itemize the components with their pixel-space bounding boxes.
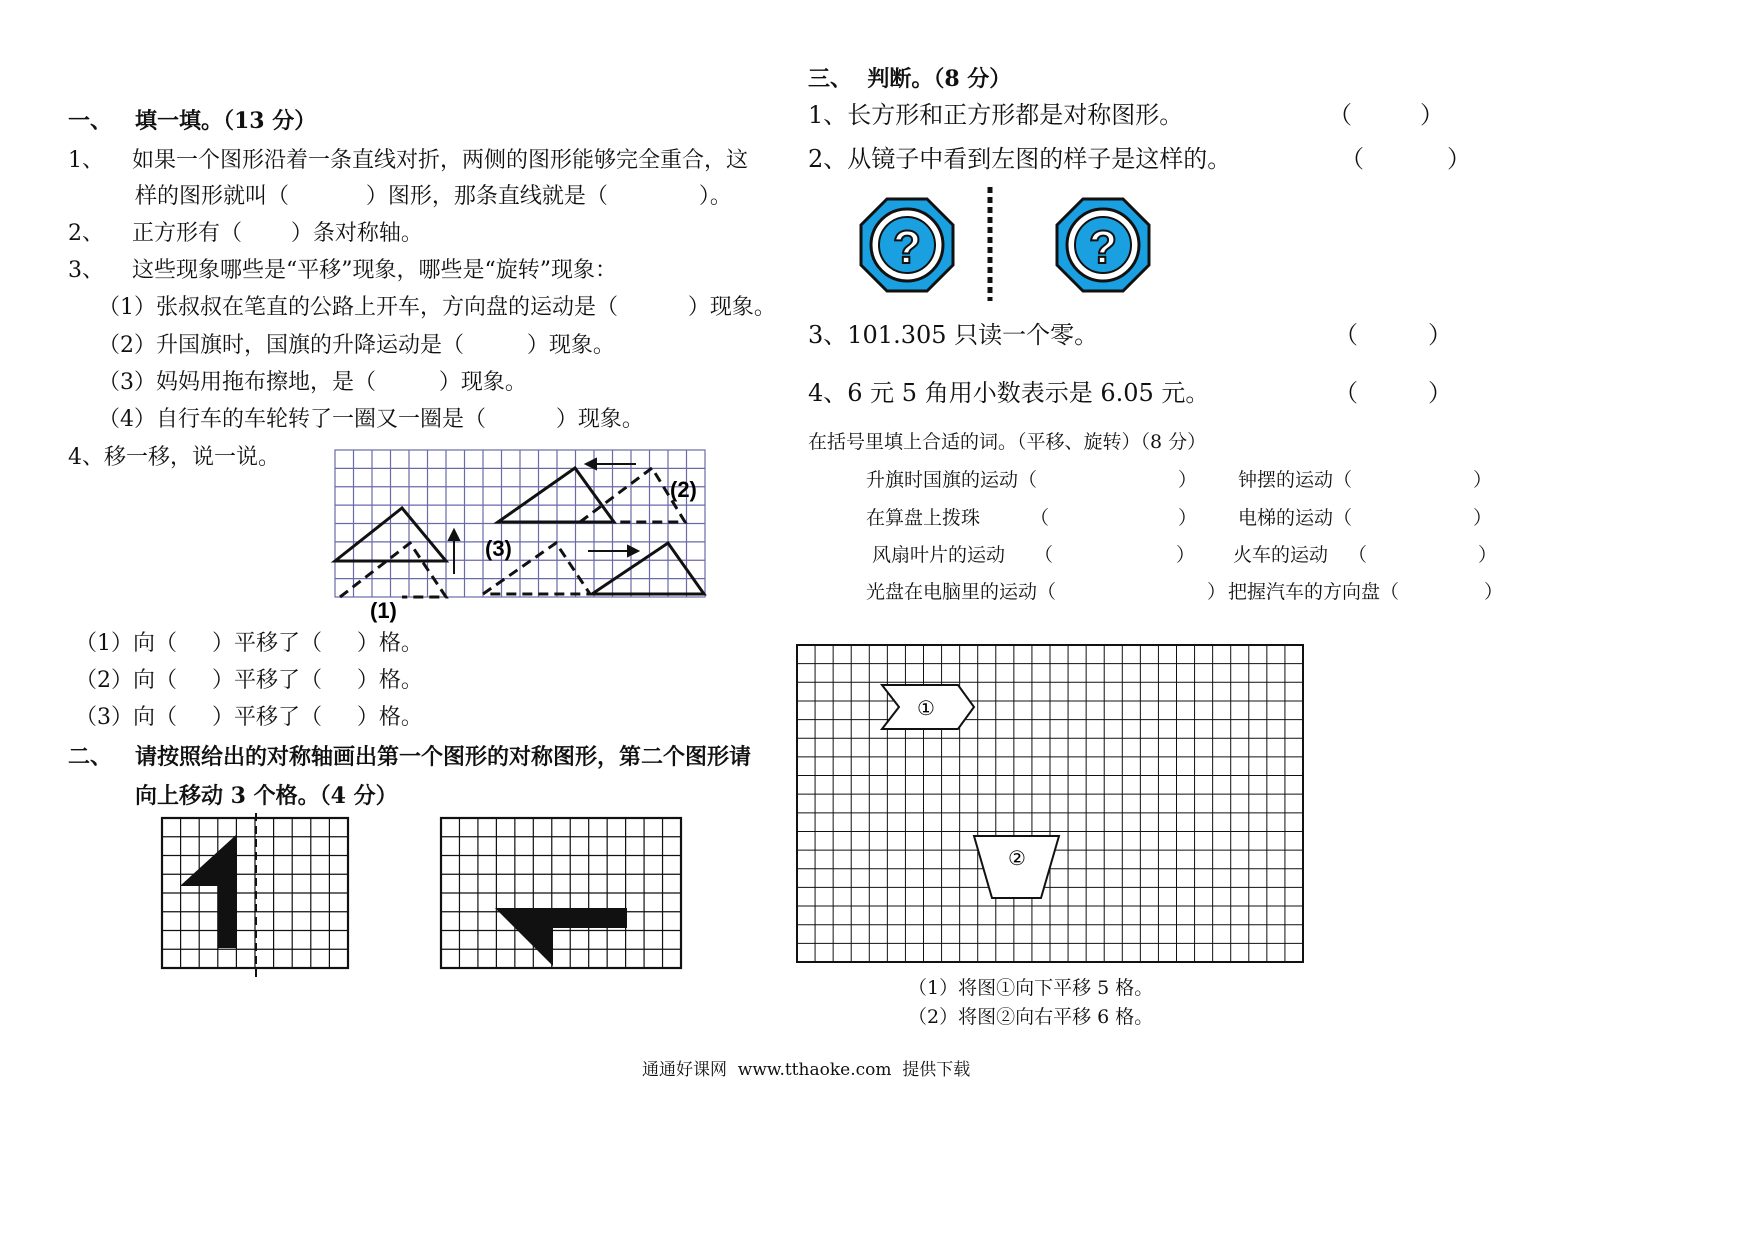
judge-3-open-paren: （: [1334, 321, 1358, 349]
question-mark-octagon-icon: [861, 199, 953, 291]
move-up-grid: [437, 813, 689, 975]
fill-item-3-open: （: [1030, 507, 1050, 529]
question-1-line1: 1、 如果一个图形沿着一条直线对折，两侧的图形能够完全重合，这: [68, 148, 748, 173]
fill-item-6-open: （: [1348, 544, 1368, 566]
section2-line2: 向上移动 3 个格。（4 分）: [135, 783, 398, 809]
fill-item-3-close: ）: [1178, 507, 1198, 529]
judge-4: 4、6 元 5 角用小数表示是 6.05 元。: [808, 379, 1210, 407]
judge-1-close-paren: ）: [1420, 101, 1444, 129]
question-3-item-4: （4）自行车的车轮转了一圈又一圈是（ ）现象。: [98, 407, 644, 432]
question-4-item-2: （2）向（ ）平移了（ ）格。: [75, 668, 423, 693]
fill-heading: 在括号里填上合适的词。（平移、旋转）（8 分）: [808, 431, 1207, 453]
section2-line1: 二、 请按照给出的对称轴画出第一个图形的对称图形，第二个图形请: [68, 744, 751, 770]
fill-item-1-close: ）: [1178, 469, 1198, 491]
question-4-item-3: （3）向（ ）平移了（ ）格。: [75, 705, 423, 730]
shape-2-label: ②: [1008, 846, 1026, 870]
question-mark-octagon-icon: [1057, 199, 1149, 291]
fill-item-4-close: ）: [1473, 507, 1493, 529]
figure-label-1: (1): [370, 598, 397, 623]
question-3-item-1: （1）张叔叔在笔直的公路上开车，方向盘的运动是（ ）现象。: [98, 295, 776, 320]
triangle-solid-top: [498, 468, 614, 522]
fill-item-2-close: ）: [1473, 469, 1493, 491]
fill-item-5: 风扇叶片的运动: [872, 544, 1006, 566]
fill-item-1: 升旗时国旗的运动（: [866, 469, 1038, 491]
judge-2-open-paren: （: [1340, 145, 1364, 173]
mirror-figure: [855, 185, 1165, 303]
judge-3-close-paren: ）: [1428, 321, 1452, 349]
judge-4-open-paren: （: [1334, 379, 1358, 407]
fill-item-2: 钟摆的运动（: [1238, 469, 1353, 491]
triangle-dashed-left: [340, 543, 446, 597]
fill-item-7-close: ）: [1207, 581, 1227, 603]
question-1-line2: 样的图形就叫（ ）图形，那条直线就是（ ）。: [135, 184, 732, 209]
fill-item-4: 电梯的运动（: [1238, 507, 1353, 529]
fill-item-7: 光盘在电脑里的运动（: [866, 581, 1057, 603]
translation-big-grid: [794, 642, 1308, 966]
figure-label-2: (2): [670, 477, 697, 502]
question-4: 4、移一移，说一说。: [68, 445, 280, 470]
judge-4-close-paren: ）: [1428, 379, 1452, 407]
section3-heading: 三、 判断。（8 分）: [808, 66, 1012, 92]
translation-grid-figure: [330, 448, 716, 628]
question-3: 3、 这些现象哪些是“平移”现象，哪些是“旋转”现象：: [68, 258, 617, 283]
fill-item-5-close: ）: [1176, 544, 1196, 566]
svg-text:?: ?: [892, 221, 922, 273]
svg-text:?: ?: [1088, 221, 1118, 273]
question-2: 2、 正方形有（ ）条对称轴。: [68, 221, 423, 246]
fill-item-5-open: （: [1034, 544, 1054, 566]
judge-3: 3、101.305 只读一个零。: [808, 321, 1099, 349]
section1-heading: 一、 填一填。（13 分）: [68, 108, 317, 134]
question-4-item-1: （1）向（ ）平移了（ ）格。: [75, 631, 423, 656]
shape-1-label: ①: [917, 696, 935, 720]
fill-item-8-close: ）: [1484, 581, 1504, 603]
grid-note-1: （1）将图①向下平移 5 格。: [908, 977, 1154, 999]
symmetry-grid: [158, 813, 354, 983]
judge-2: 2、从镜子中看到左图的样子是这样的。: [808, 145, 1232, 173]
grid-note-2: （2）将图②向右平移 6 格。: [908, 1006, 1154, 1028]
judge-2-close-paren: ）: [1447, 145, 1471, 173]
figure-label-3: (3): [485, 536, 512, 561]
question-3-item-3: （3）妈妈用拖布擦地，是（ ）现象。: [98, 370, 527, 395]
judge-1: 1、长方形和正方形都是对称图形。: [808, 101, 1184, 129]
fill-item-3: 在算盘上拨珠: [866, 507, 981, 529]
fill-item-6-close: ）: [1478, 544, 1498, 566]
fill-item-8: 把握汽车的方向盘（: [1228, 581, 1400, 603]
footer-credit: 通通好课网 www.tthaoke.com 提供下载: [642, 1060, 971, 1080]
question-3-item-2: （2）升国旗时，国旗的升降运动是（ ）现象。: [98, 333, 615, 358]
fill-item-6: 火车的运动: [1233, 544, 1329, 566]
judge-1-open-paren: （: [1328, 101, 1352, 129]
